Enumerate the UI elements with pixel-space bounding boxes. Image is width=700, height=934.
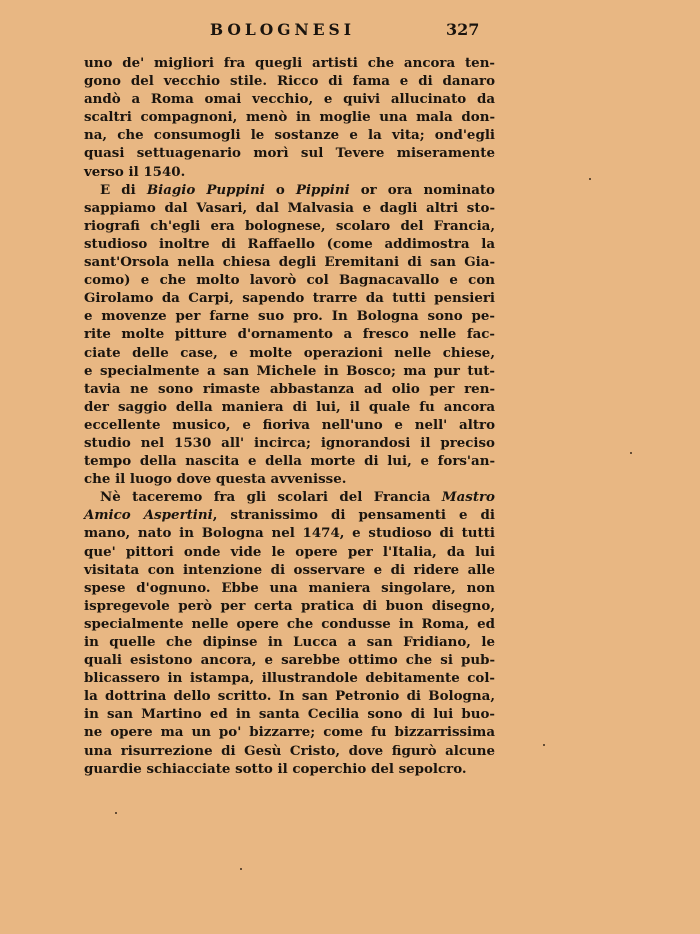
text-line: andò a Roma omai vecchio, e quivi allucinato da xyxy=(84,91,495,108)
text-line: studioso inoltre di Raffaello (come addimostra la xyxy=(84,235,495,252)
italic-name: Biagio Puppini xyxy=(146,181,265,198)
text-line: ciate delle case, e molte operazioni nelle chiese, xyxy=(84,344,495,361)
text-line: scaltri compagnoni, menò in moglie una mala don- xyxy=(84,109,495,126)
print-speck xyxy=(630,452,632,454)
text-line: una risurrezione di Gesù Cristo, dove figurò alcune xyxy=(84,742,495,759)
page-number: 327 xyxy=(446,20,480,39)
text-line: ne opere ma un po' bizzarre; come fu bizzarrissima xyxy=(84,724,495,741)
text-line: visitata con intenzione di osservare e di ridere alle xyxy=(84,561,495,578)
text-line: riografi ch'egli era bolognese, scolaro del Francia, xyxy=(84,217,495,234)
body-text xyxy=(84,54,495,778)
page-header xyxy=(0,20,700,44)
paragraph xyxy=(84,181,495,489)
text-line: in san Martino ed in santa Cecilia sono di lui buo- xyxy=(84,706,495,723)
text-line: che il luogo dove questa avvenisse. xyxy=(84,471,347,488)
text-line: Amico Aspertini, stranissimo di pensamenti e di xyxy=(84,507,495,524)
text-line: e specialmente a san Michele in Bosco; ma pur tut- xyxy=(84,362,495,379)
text-line: la dottrina dello scritto. In san Petronio di Bologna, xyxy=(84,688,495,705)
text-line: na, che consumogli le sostanze e la vita; ond'egli xyxy=(84,127,495,144)
print-speck xyxy=(543,744,545,746)
text-line: ispregevole però per certa pratica di buon disegno, xyxy=(84,597,495,614)
text-line: mano, nato in Bologna nel 1474, e studioso di tutti xyxy=(84,525,495,542)
text-line: rite molte pitture d'ornamento a fresco nelle fac- xyxy=(84,326,495,343)
print-speck xyxy=(589,178,591,180)
text-line: spese d'ognuno. Ebbe una maniera singolare, non xyxy=(84,579,495,596)
text-line: tavia ne sono rimaste abbastanza ad olio per ren- xyxy=(84,380,495,397)
text-line: der saggio della maniera di lui, il quale fu ancora xyxy=(84,398,495,415)
text-line: uno de' migliori fra quegli artisti che ancora ten- xyxy=(84,55,495,71)
text-line: que' pittori onde vide le opere per l'Italia, da lui xyxy=(84,543,495,560)
text-line: quasi settuagenario morì sul Tevere miseramente xyxy=(84,145,495,162)
paragraph xyxy=(84,488,495,778)
text-line: quali esistono ancora, e sarebbe ottimo che si pub- xyxy=(84,652,495,669)
text-line: sant'Orsola nella chiesa degli Eremitani di san Gia- xyxy=(84,254,495,271)
text-line: E di Biagio Puppini o Pippini or ora nominato xyxy=(100,181,495,198)
text-line: e movenze per farne suo pro. In Bologna sono pe- xyxy=(84,308,495,325)
text-line: specialmente nelle opere che condusse in Roma, ed xyxy=(84,615,495,632)
text-line: blicassero in istampa, illustrandole debitamente col- xyxy=(84,670,495,687)
print-speck xyxy=(240,868,242,870)
running-title: BOLOGNESI xyxy=(210,20,355,39)
text-line: gono del vecchio stile. Ricco di fama e di danaro xyxy=(84,73,495,90)
text-line: como) e che molto lavorò col Bagnacavallo e con xyxy=(84,272,495,289)
text-line: tempo della nascita e della morte di lui, e fors'an- xyxy=(84,453,495,470)
italic-name: Pippini xyxy=(295,181,350,198)
text-line: guardie schiacciate sotto il coperchio del sepolcro. xyxy=(84,760,467,777)
text-line: studio nel 1530 all' incirca; ignorandosi il preciso xyxy=(84,434,495,451)
text-line: verso il 1540. xyxy=(84,163,186,180)
print-speck xyxy=(115,812,117,814)
text-line: sappiamo dal Vasari, dal Malvasia e dagli altri sto- xyxy=(84,199,495,216)
italic-name: Amico Aspertini xyxy=(84,507,213,524)
italic-name: Mastro xyxy=(441,489,495,506)
text-line: in quelle che dipinse in Lucca a san Fridiano, le xyxy=(84,634,495,650)
text-line: Nè taceremo fra gli scolari del Francia Mastro xyxy=(100,489,495,506)
text-line: Girolamo da Carpi, sapendo trarre da tutti pensieri xyxy=(84,290,495,307)
paragraph xyxy=(84,54,495,181)
text-line: eccellente musico, e fioriva nell'uno e nell' altro xyxy=(84,416,495,433)
